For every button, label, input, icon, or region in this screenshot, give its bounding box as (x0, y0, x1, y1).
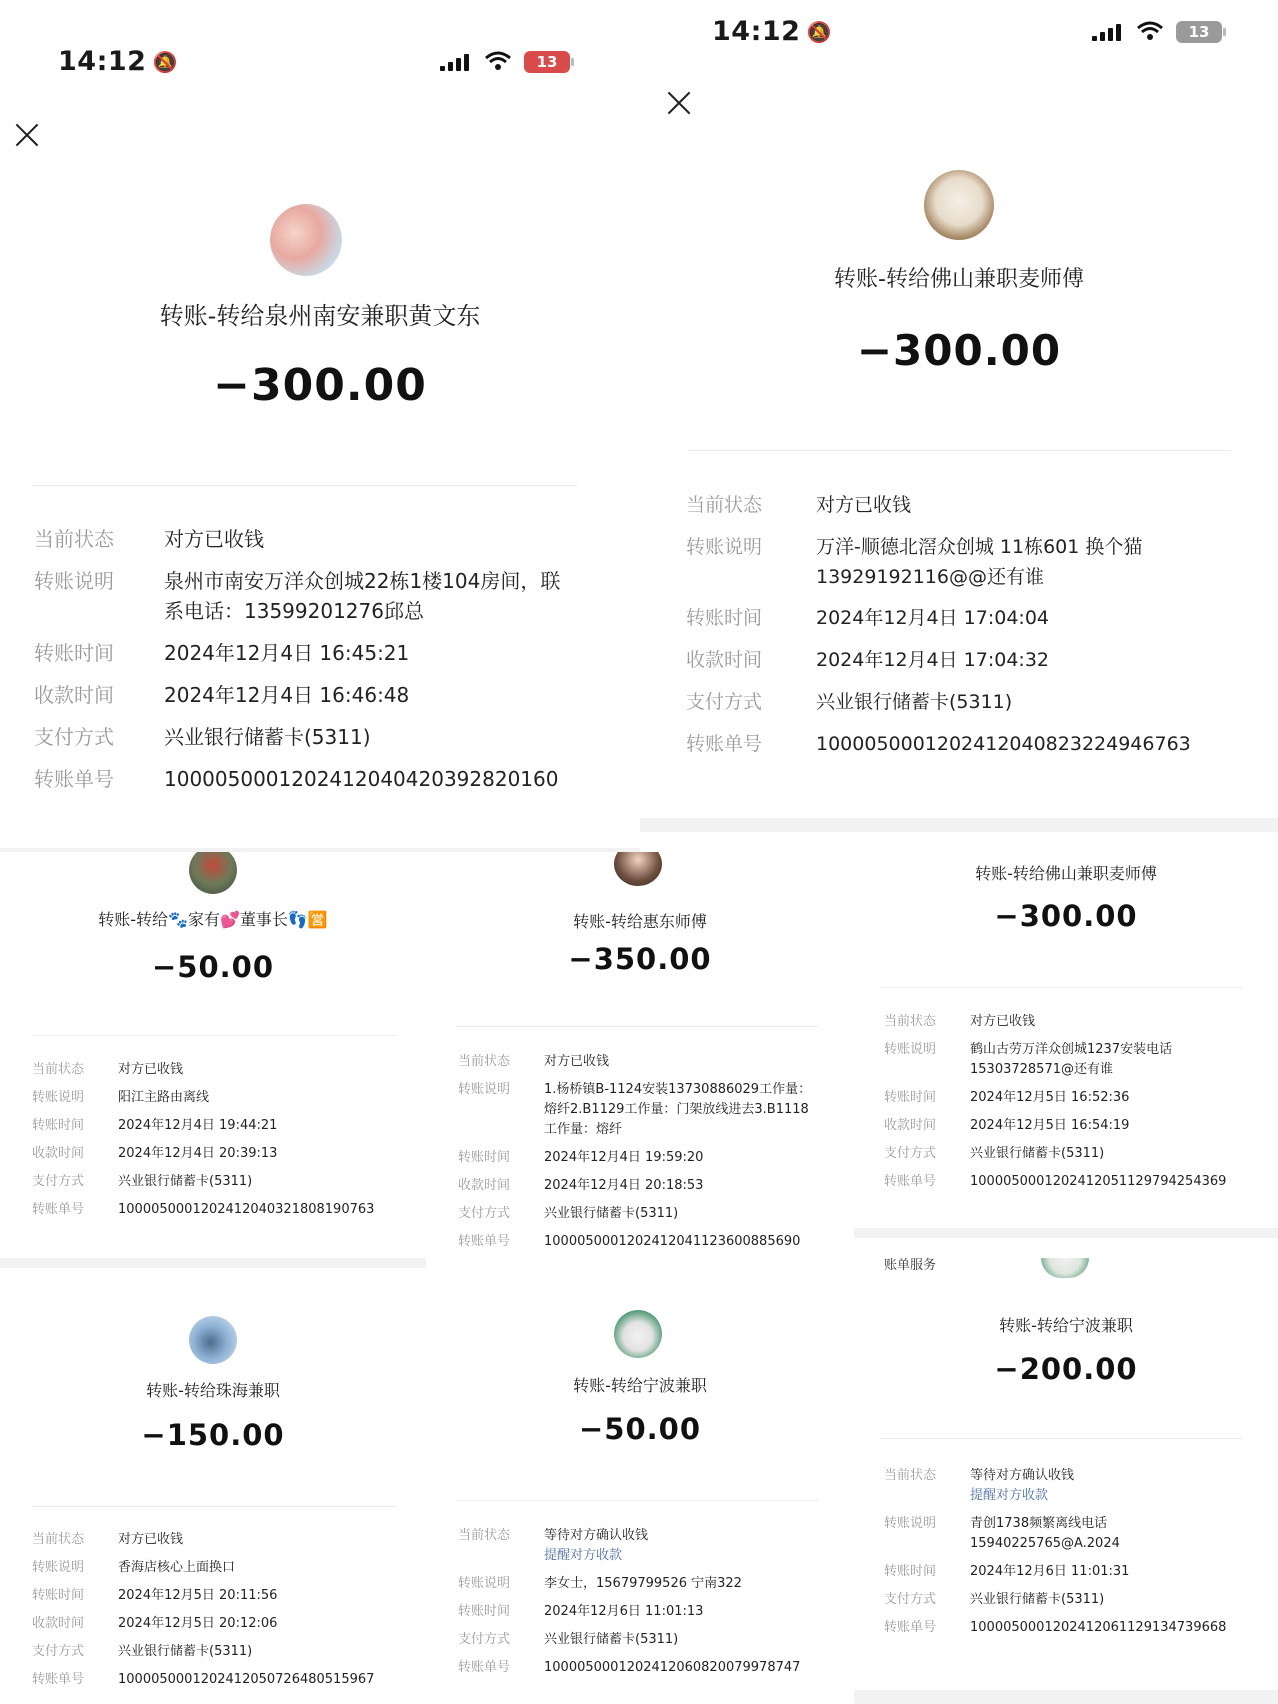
transfer-time-row (884, 1562, 1274, 1590)
transfer-time-row (458, 1148, 848, 1176)
row-label: 转账说明 (32, 1560, 85, 1575)
transfer-detail-panel-8 (854, 1238, 1278, 1690)
transfer-title: 转账-转给宁波兼职 (573, 1376, 707, 1395)
bill-service-label: 账单服务 (884, 1258, 937, 1273)
status-bar (640, 16, 1278, 56)
note-value: 阳江主路由离线 (118, 1090, 210, 1105)
payment-row (884, 1590, 1274, 1618)
payment-value: 兴业银行储蓄卡(5311) (118, 1644, 253, 1659)
row-label: 转账单号 (884, 1620, 937, 1635)
separator-band (854, 1228, 1278, 1238)
bell-muted-icon: 🔕 (806, 20, 832, 44)
signal-icon (440, 54, 469, 71)
battery-icon: 13 (1176, 21, 1222, 43)
detail-list (884, 1466, 1274, 1646)
transfer-amount: −300.00 (213, 360, 427, 411)
status-row (458, 1526, 848, 1574)
transfer-time-value: 2024年12月6日 11:01:31 (970, 1564, 1130, 1579)
row-label: 转账时间 (32, 1118, 85, 1133)
status-row (32, 1060, 422, 1088)
payment-row (32, 1172, 422, 1200)
detail-list (458, 1526, 848, 1686)
bell-muted-icon: 🔕 (152, 50, 178, 74)
note-value: 鹤山古劳万洋众创城1237安装电话15303728571@还有谁 (970, 1042, 1173, 1077)
status-text: 等待对方确认收钱 (544, 1528, 649, 1543)
detail-list (34, 524, 594, 806)
transfer-time-value: 2024年12月4日 19:44:21 (118, 1118, 278, 1133)
row-label: 转账时间 (458, 1150, 511, 1165)
status-value: 对方已收钱 (118, 1532, 184, 1547)
note-value: 李女士，15679799526 宁南322 (544, 1576, 742, 1591)
payment-value: 兴业银行储蓄卡(5311) (164, 725, 371, 749)
signal-icon (1092, 24, 1121, 41)
order-no-value: 1000050001202412051129794254369 (970, 1174, 1227, 1189)
status-time: 14:12 🔕 (712, 16, 832, 47)
detail-list (884, 1012, 1274, 1200)
row-label: 转账时间 (458, 1604, 511, 1619)
row-label: 当前状态 (884, 1014, 937, 1029)
order-no-row (884, 1172, 1274, 1200)
transfer-amount: −150.00 (141, 1418, 285, 1452)
close-icon[interactable] (666, 90, 692, 116)
detail-list (32, 1060, 422, 1228)
order-no-row (884, 1618, 1274, 1646)
row-label: 支付方式 (32, 1644, 85, 1659)
row-label: 转账说明 (32, 1090, 85, 1105)
row-label: 转账单号 (884, 1174, 937, 1189)
row-label: 支付方式 (884, 1146, 937, 1161)
avatar (614, 1310, 662, 1358)
row-label: 收款时间 (884, 1118, 937, 1133)
payment-row (884, 1144, 1274, 1172)
note-row (458, 1080, 848, 1148)
avatar (1041, 1258, 1089, 1278)
transfer-amount: −50.00 (578, 1412, 702, 1446)
order-no-row (34, 764, 594, 806)
transfer-time-row (34, 638, 594, 680)
payment-row (458, 1630, 848, 1658)
receive-time-value: 2024年12月4日 17:04:32 (816, 649, 1049, 671)
status-value: 对方已收钱 (544, 1054, 610, 1069)
transfer-time-row (458, 1602, 848, 1630)
payment-row (34, 722, 594, 764)
note-row (34, 566, 594, 638)
payment-value: 兴业银行储蓄卡(5311) (118, 1174, 253, 1189)
receive-time-row (686, 645, 1246, 687)
note-row (458, 1574, 848, 1602)
row-label: 当前状态 (32, 1062, 85, 1077)
row-label: 收款时间 (32, 1146, 85, 1161)
order-no-row (686, 729, 1246, 771)
row-label: 转账单号 (32, 1672, 85, 1687)
transfer-time-value: 2024年12月4日 19:59:20 (544, 1150, 704, 1165)
transfer-title: 转账-转给宁波兼职 (999, 1316, 1133, 1335)
divider (32, 485, 577, 486)
status-value: 对方已收钱 (970, 1014, 1036, 1029)
note-row (32, 1088, 422, 1116)
avatar (614, 852, 662, 886)
payment-value: 兴业银行储蓄卡(5311) (544, 1632, 679, 1647)
status-time: 14:12 🔕 (58, 46, 178, 77)
status-row (686, 490, 1246, 532)
status-row (458, 1052, 848, 1080)
transfer-detail-panel-7 (428, 1258, 852, 1704)
status-value: 对方已收钱 (164, 527, 264, 551)
divider (32, 1035, 397, 1036)
remind-link[interactable]: 提醒对方收款 (544, 1548, 623, 1563)
row-label: 支付方式 (458, 1632, 511, 1647)
note-value: 万洋-顺德北滘众创城 11栋601 换个猫13929192116@@还有谁 (816, 536, 1143, 588)
order-no-value: 1000050001202412040420392820160 (164, 767, 559, 791)
row-label: 转账单号 (458, 1234, 511, 1249)
note-value: 泉州市南安万洋众创城22栋1楼104房间，联系电话：13599201276邱总 (164, 569, 561, 623)
order-no-value: 1000050001202412040321808190763 (118, 1202, 375, 1217)
status-row (32, 1530, 422, 1558)
transfer-time-row (32, 1116, 422, 1144)
divider (456, 1026, 818, 1027)
row-label: 转账说明 (34, 569, 114, 593)
row-label: 收款时间 (458, 1178, 511, 1193)
row-label: 当前状态 (32, 1532, 85, 1547)
status-value (544, 1526, 648, 1574)
wifi-icon (1136, 20, 1164, 42)
receive-time-value: 2024年12月4日 16:46:48 (164, 683, 410, 707)
battery-icon: 13 (524, 51, 570, 73)
payment-value: 兴业银行储蓄卡(5311) (544, 1206, 679, 1221)
transfer-amount: −350.00 (568, 942, 712, 976)
row-label: 收款时间 (32, 1616, 85, 1631)
transfer-title: 转账-转给泉州南安兼职黄文东 (159, 302, 481, 330)
row-label: 转账单号 (686, 733, 763, 755)
row-label: 支付方式 (686, 691, 763, 713)
detail-list (458, 1052, 848, 1257)
status-value: 对方已收钱 (118, 1062, 184, 1077)
row-label: 转账说明 (686, 536, 763, 558)
transfer-time-value: 2024年12月5日 16:52:36 (970, 1090, 1130, 1105)
note-row (686, 532, 1246, 603)
row-label: 收款时间 (686, 649, 763, 671)
transfer-amount: −300.00 (856, 326, 1062, 375)
note-value: 1.杨桥镇B-1124安装13730886029工作量：熔纤2.B1129工作量：门架放线进去3.B1118工作量：熔纤 (544, 1082, 812, 1137)
order-no-row (458, 1658, 848, 1686)
receive-time-value: 2024年12月5日 16:54:19 (970, 1118, 1130, 1133)
row-label: 当前状态 (686, 494, 763, 516)
transfer-detail-panel-6 (0, 1268, 426, 1704)
remind-link[interactable]: 提醒对方收款 (970, 1488, 1049, 1503)
note-value: 青创1738频繁离线电话15940225765@A.2024 (970, 1516, 1120, 1551)
transfer-time-row (32, 1586, 422, 1614)
receive-time-row (32, 1614, 422, 1642)
transfer-time-row (686, 603, 1246, 645)
transfer-title: 转账-转给🐾家有💕董事长👣🈺 (98, 910, 328, 929)
order-no-row (32, 1670, 422, 1698)
transfer-amount: −200.00 (994, 1352, 1138, 1386)
row-label: 当前状态 (884, 1468, 937, 1483)
transfer-detail-panel-2 (640, 0, 1278, 818)
note-row (884, 1040, 1274, 1088)
wifi-icon (484, 50, 512, 72)
order-no-value: 1000050001202412060820079978747 (544, 1660, 801, 1675)
separator-band (0, 1258, 426, 1268)
row-label: 转账时间 (32, 1588, 85, 1603)
row-label: 收款时间 (34, 683, 114, 707)
row-label: 转账说明 (884, 1042, 937, 1057)
avatar (924, 170, 994, 240)
row-label: 转账说明 (458, 1082, 511, 1097)
transfer-amount: −50.00 (151, 950, 275, 984)
row-label: 转账时间 (686, 607, 763, 629)
transfer-title: 转账-转给珠海兼职 (146, 1381, 280, 1400)
row-label: 转账时间 (884, 1564, 937, 1579)
row-label: 支付方式 (884, 1592, 937, 1607)
payment-row (458, 1204, 848, 1232)
payment-value: 兴业银行储蓄卡(5311) (970, 1592, 1105, 1607)
row-label: 当前状态 (458, 1528, 511, 1543)
status-text: 等待对方确认收钱 (970, 1468, 1075, 1483)
divider (32, 1506, 397, 1507)
transfer-time-value: 2024年12月4日 17:04:04 (816, 607, 1049, 629)
transfer-title: 转账-转给佛山兼职麦师傅 (975, 864, 1157, 883)
receive-time-value: 2024年12月4日 20:18:53 (544, 1178, 704, 1193)
row-label: 支付方式 (458, 1206, 511, 1221)
detail-list (686, 490, 1246, 771)
row-label: 当前状态 (458, 1054, 511, 1069)
receive-time-row (34, 680, 594, 722)
status-row (34, 524, 594, 566)
status-bar (0, 46, 640, 86)
receive-time-row (884, 1116, 1274, 1144)
note-row (884, 1514, 1274, 1562)
row-label: 支付方式 (32, 1174, 85, 1189)
payment-value: 兴业银行储蓄卡(5311) (816, 691, 1013, 713)
divider (880, 1438, 1242, 1439)
order-no-row (458, 1232, 848, 1257)
order-no-row (32, 1200, 422, 1228)
row-label: 转账时间 (34, 641, 114, 665)
avatar (270, 204, 342, 276)
transfer-detail-panel-4 (428, 852, 852, 1257)
row-label: 当前状态 (34, 527, 114, 551)
row-label: 支付方式 (34, 725, 114, 749)
transfer-detail-panel-3 (0, 852, 426, 1257)
receive-time-value: 2024年12月4日 20:39:13 (118, 1146, 278, 1161)
row-label: 转账单号 (34, 767, 114, 791)
row-label: 转账说明 (884, 1516, 937, 1531)
separator-band (640, 818, 1278, 832)
order-no-value: 1000050001202412050726480515967 (118, 1672, 375, 1687)
row-label: 转账单号 (458, 1660, 511, 1675)
payment-value: 兴业银行储蓄卡(5311) (970, 1146, 1105, 1161)
transfer-time-value: 2024年12月6日 11:01:13 (544, 1604, 704, 1619)
separator-band (854, 1690, 1278, 1704)
avatar (189, 1316, 237, 1364)
status-row (884, 1466, 1274, 1514)
transfer-time-value: 2024年12月5日 20:11:56 (118, 1588, 278, 1603)
order-no-value: 1000050001202412061129134739668 (970, 1620, 1227, 1635)
payment-row (686, 687, 1246, 729)
avatar (189, 852, 237, 894)
transfer-title: 转账-转给佛山兼职麦师傅 (834, 267, 1084, 292)
status-value (970, 1466, 1074, 1514)
transfer-amount: −300.00 (994, 899, 1138, 933)
divider (456, 1500, 818, 1501)
order-no-value: 1000050001202412040823224946763 (816, 733, 1191, 755)
note-row (32, 1558, 422, 1586)
order-no-value: 1000050001202412041123600885690 (544, 1234, 801, 1249)
transfer-time-value: 2024年12月4日 16:45:21 (164, 641, 410, 665)
payment-row (32, 1642, 422, 1670)
row-label: 转账说明 (458, 1576, 511, 1591)
receive-time-row (458, 1176, 848, 1204)
divider (880, 987, 1242, 988)
receive-time-row (32, 1144, 422, 1172)
divider (688, 450, 1231, 451)
row-label: 转账单号 (32, 1202, 85, 1217)
close-icon[interactable] (14, 122, 40, 148)
row-label: 转账时间 (884, 1090, 937, 1105)
note-value: 香海店核心上面换口 (118, 1560, 236, 1575)
receive-time-value: 2024年12月5日 20:12:06 (118, 1616, 278, 1631)
transfer-detail-panel-5 (854, 832, 1278, 1228)
transfer-detail-panel-1 (0, 0, 640, 850)
transfer-time-row (884, 1088, 1274, 1116)
transfer-title: 转账-转给惠东师傅 (573, 912, 707, 931)
status-row (884, 1012, 1274, 1040)
status-value: 对方已收钱 (816, 494, 912, 516)
detail-list (32, 1530, 422, 1698)
